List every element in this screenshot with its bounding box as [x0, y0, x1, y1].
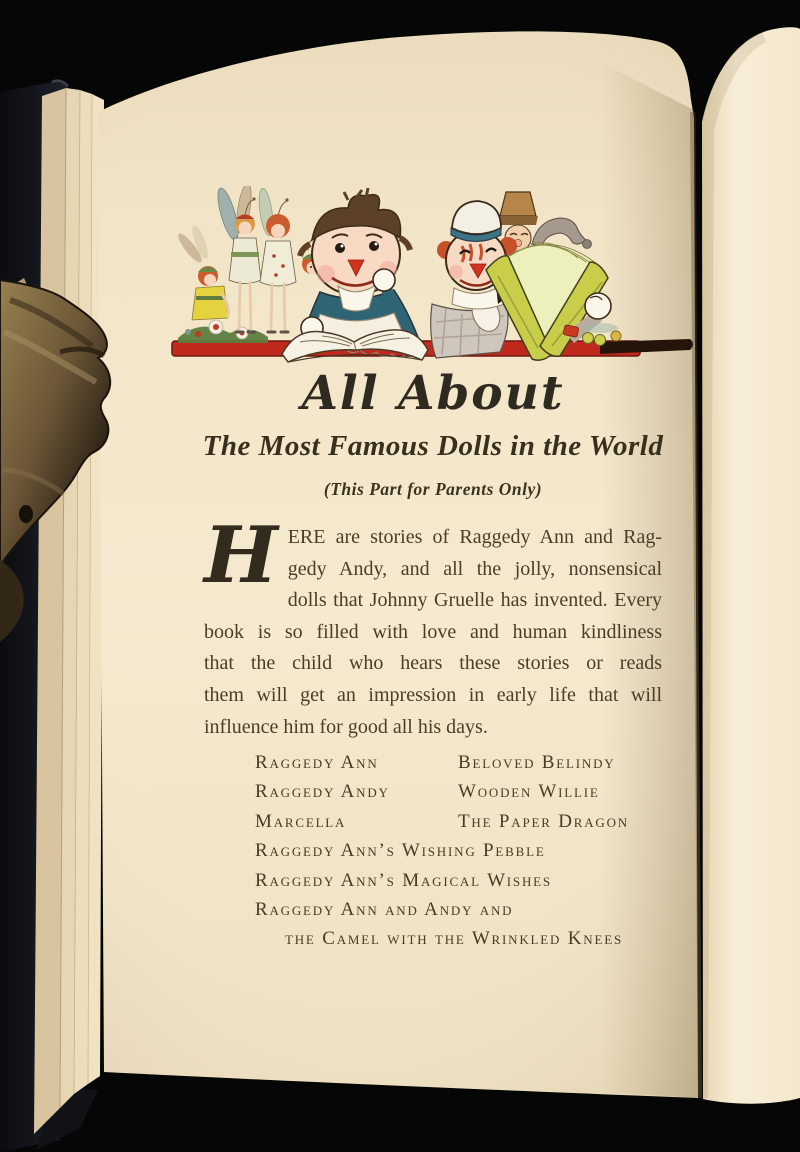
page-subtitle: The Most Famous Dolls in the World: [202, 430, 664, 462]
paragraph-line: book is so filled with love and human kindliness: [204, 620, 662, 643]
parents-note: (This Part for Parents Only): [323, 479, 543, 499]
page-title: All About: [301, 366, 565, 421]
book-title: Raggedy Ann’s Magical Wishes: [255, 869, 552, 891]
book-title-continuation: the Camel with the Wrinkled Knees: [285, 928, 623, 950]
book-title: Raggedy Ann: [255, 752, 379, 773]
paragraph-line: influence him for good all his days.: [204, 715, 488, 738]
book-title: Beloved Belindy: [458, 752, 616, 773]
paragraph-line: them will get an impression in early life that will: [204, 683, 662, 706]
book-title: Raggedy Ann and Andy and: [255, 899, 514, 921]
book-list-row: [255, 807, 675, 836]
book-list: [255, 748, 675, 954]
book-list-row: [255, 777, 675, 806]
book-title: The Paper Dragon: [458, 810, 629, 832]
book-list-row: [255, 748, 675, 777]
book-title: Marcella: [255, 810, 347, 832]
book-title: Raggedy Ann’s Wishing Pebble: [255, 840, 546, 862]
paragraph-line: gedy Andy, and all the jolly, nonsensical: [287, 557, 662, 580]
paragraph-line: that the child who hears these stories or reads: [204, 652, 662, 675]
book-title: Wooden Willie: [458, 781, 600, 803]
drop-cap: H: [204, 510, 278, 601]
opening-paragraph: [204, 510, 662, 743]
paragraph-line: dolls that Johnny Gruelle has invented. Every: [287, 589, 662, 612]
book-title: Raggedy Andy: [255, 781, 390, 803]
paragraph-line: ERE are stories of Raggedy Ann and Rag-: [287, 526, 662, 548]
